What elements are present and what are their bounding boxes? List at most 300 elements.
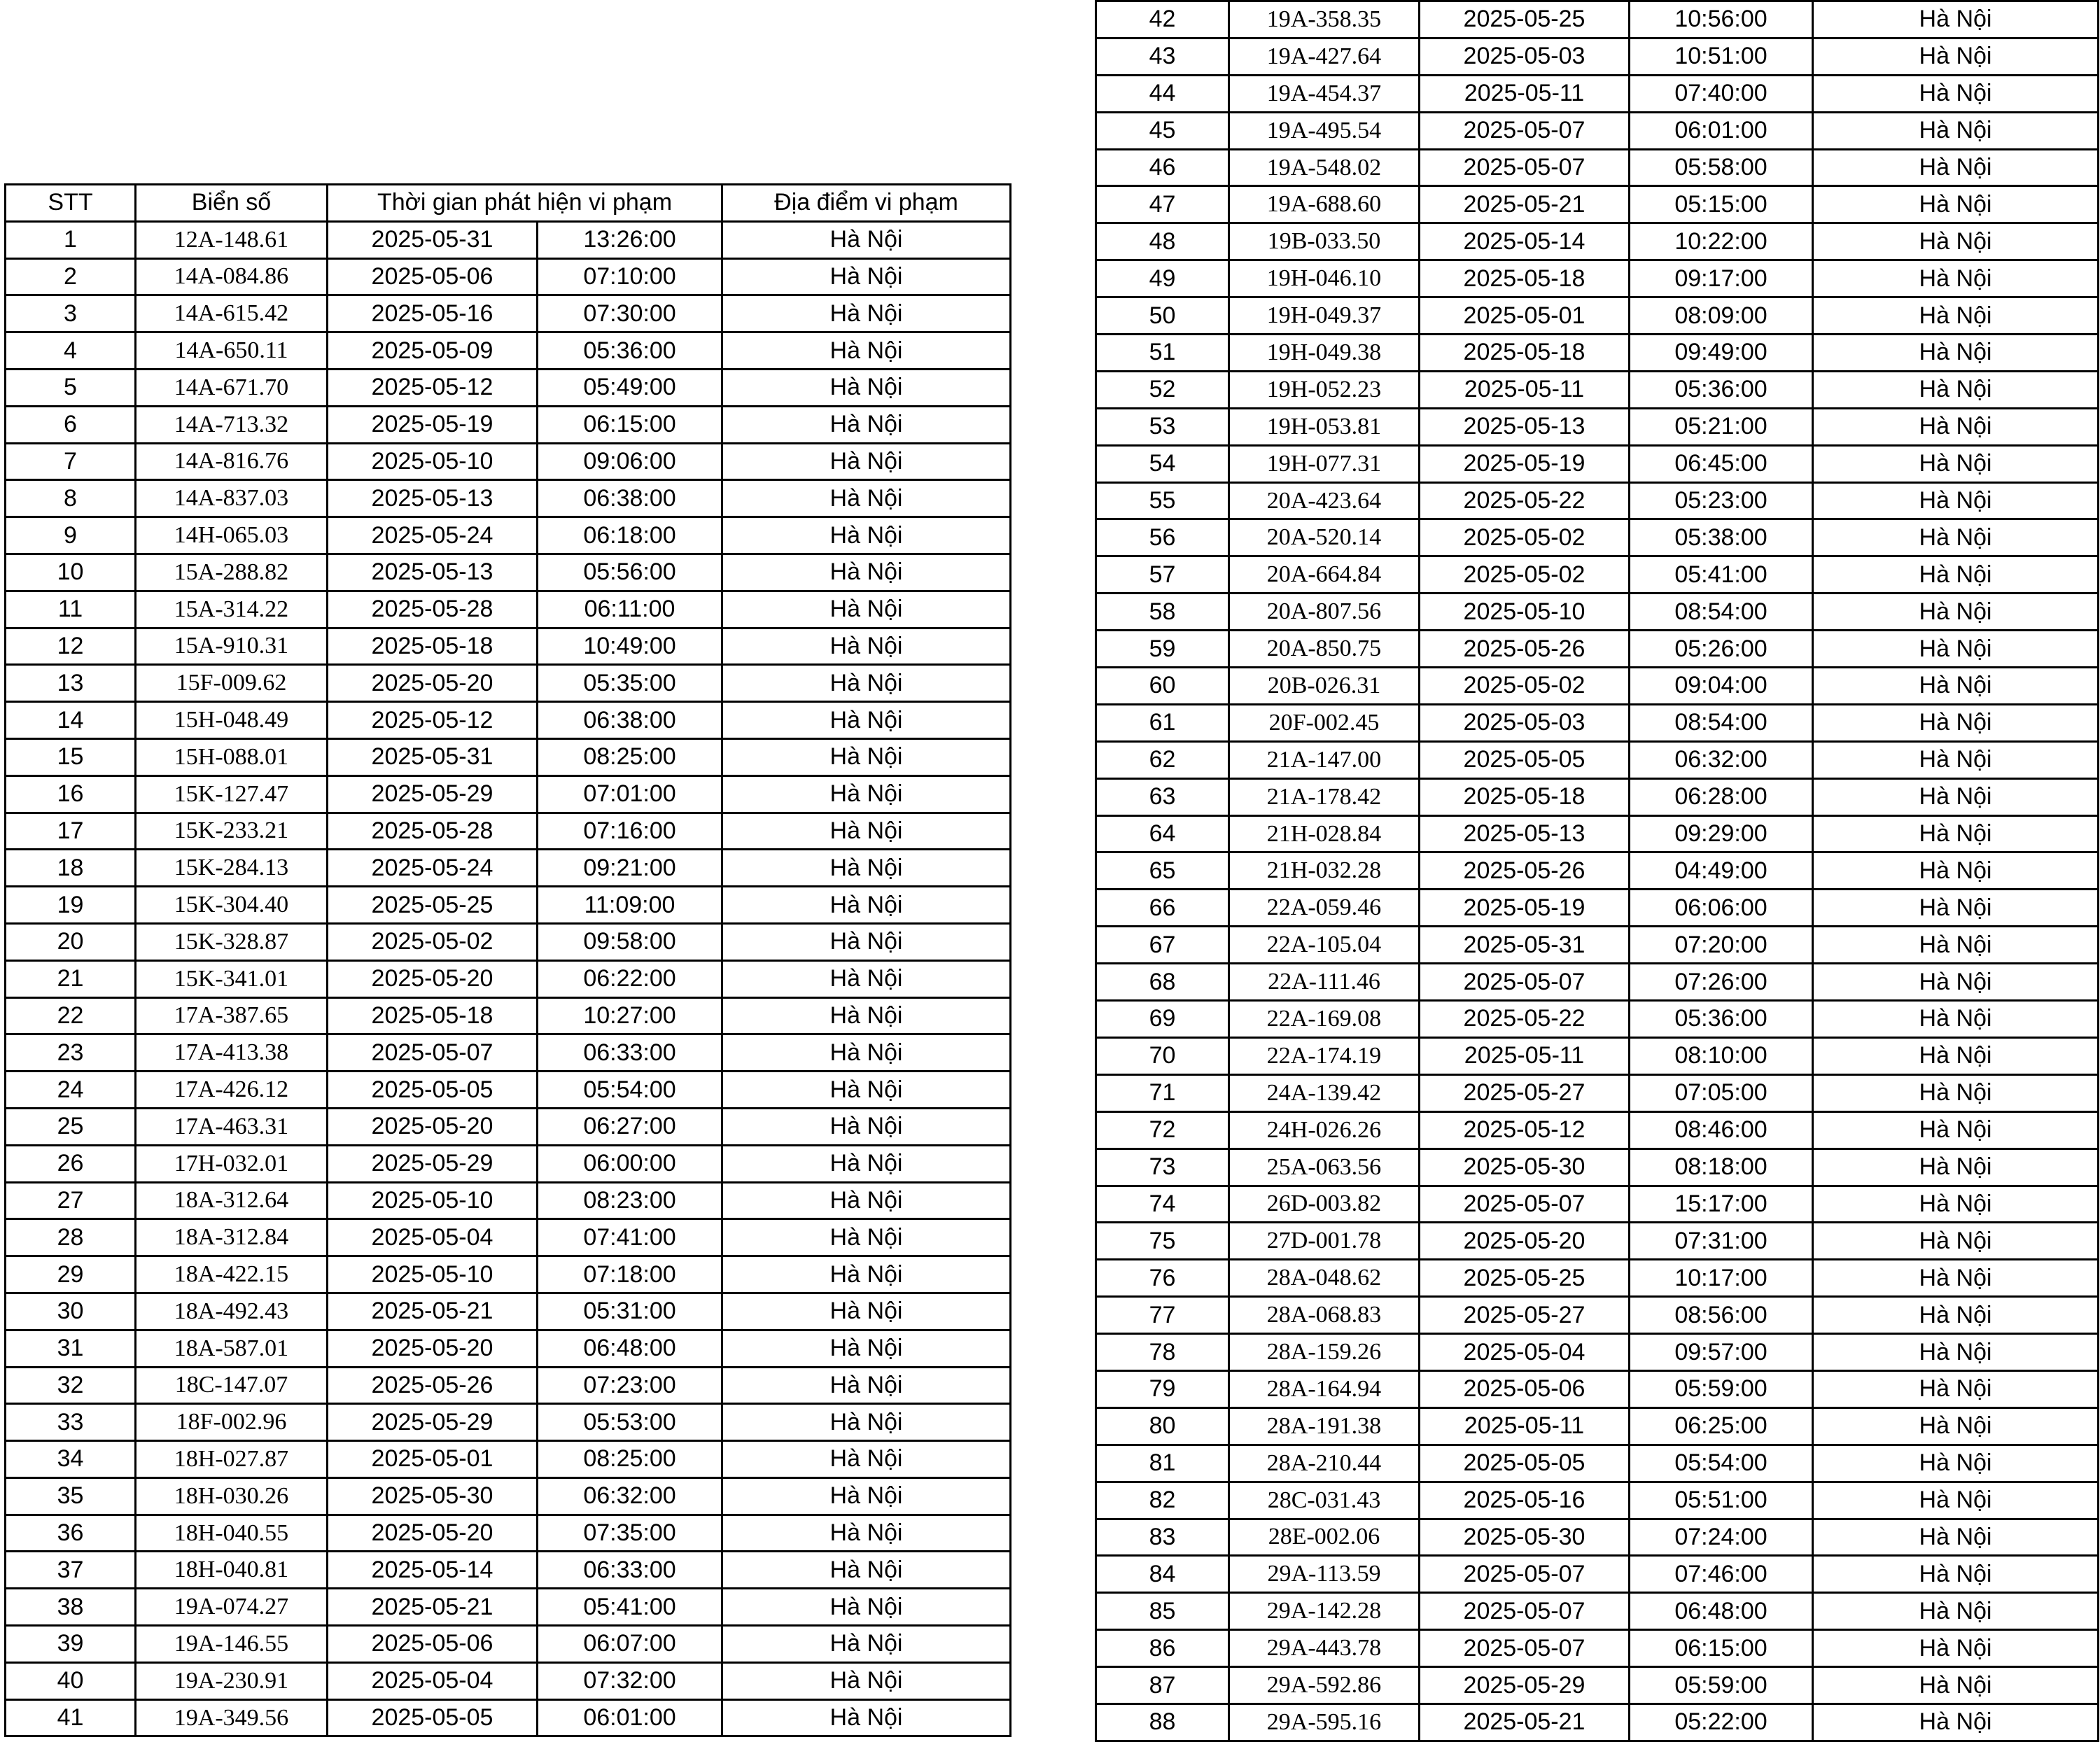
stt-cell: 68 bbox=[1096, 964, 1229, 1001]
time-cell: 05:26:00 bbox=[1630, 631, 1813, 668]
date-cell: 2025-05-20 bbox=[328, 1515, 538, 1552]
stt-cell: 47 bbox=[1096, 186, 1229, 223]
time-cell: 08:18:00 bbox=[1630, 1149, 1813, 1186]
time-cell: 05:54:00 bbox=[1630, 1445, 1813, 1482]
time-cell: 07:41:00 bbox=[538, 1219, 722, 1256]
plate-cell: 22A-111.46 bbox=[1229, 964, 1420, 1001]
place-cell: Hà Nội bbox=[722, 1182, 1011, 1219]
plate-cell: 14H-065.03 bbox=[136, 517, 328, 554]
stt-cell: 84 bbox=[1096, 1556, 1229, 1593]
place-cell: Hà Nội bbox=[722, 628, 1011, 665]
date-cell: 2025-05-20 bbox=[328, 1330, 538, 1367]
table-row bbox=[6, 1108, 1011, 1145]
place-cell: Hà Nội bbox=[722, 517, 1011, 554]
time-cell: 07:31:00 bbox=[1630, 1223, 1813, 1260]
table-row bbox=[6, 960, 1011, 997]
table-row bbox=[1096, 815, 2099, 852]
time-cell: 09:21:00 bbox=[538, 850, 722, 887]
time-cell: 09:29:00 bbox=[1630, 815, 1813, 852]
plate-cell: 14A-615.42 bbox=[136, 295, 328, 332]
plate-cell: 20A-664.84 bbox=[1229, 556, 1420, 593]
plate-cell: 19H-077.31 bbox=[1229, 445, 1420, 482]
date-cell: 2025-05-04 bbox=[328, 1662, 538, 1699]
date-cell: 2025-05-07 bbox=[1420, 149, 1630, 186]
plate-cell: 28A-210.44 bbox=[1229, 1445, 1420, 1482]
table-row bbox=[1096, 1297, 2099, 1334]
table-row bbox=[6, 295, 1011, 332]
place-cell: Hà Nội bbox=[1813, 964, 2099, 1001]
plate-cell: 15K-328.87 bbox=[136, 923, 328, 960]
date-cell: 2025-05-31 bbox=[1420, 927, 1630, 964]
table-row bbox=[1096, 668, 2099, 705]
time-cell: 09:58:00 bbox=[538, 923, 722, 960]
date-cell: 2025-05-18 bbox=[1420, 335, 1630, 372]
time-cell: 11:09:00 bbox=[538, 887, 722, 924]
place-cell: Hà Nội bbox=[722, 665, 1011, 702]
time-cell: 07:46:00 bbox=[1630, 1556, 1813, 1593]
plate-cell: 19A-358.35 bbox=[1229, 1, 1420, 38]
table-row bbox=[1096, 927, 2099, 964]
table-row bbox=[6, 1330, 1011, 1367]
place-cell: Hà Nội bbox=[722, 221, 1011, 258]
stt-cell: 20 bbox=[6, 923, 136, 960]
plate-cell: 24H-026.26 bbox=[1229, 1111, 1420, 1149]
table-row bbox=[6, 1441, 1011, 1478]
place-cell: Hà Nội bbox=[722, 295, 1011, 332]
stt-cell: 53 bbox=[1096, 408, 1229, 445]
stt-cell: 34 bbox=[6, 1441, 136, 1478]
date-cell: 2025-05-06 bbox=[328, 258, 538, 295]
date-cell: 2025-05-10 bbox=[328, 1256, 538, 1293]
place-cell: Hà Nội bbox=[722, 406, 1011, 443]
place-cell: Hà Nội bbox=[1813, 75, 2099, 112]
place-cell: Hà Nội bbox=[1813, 1037, 2099, 1074]
plate-cell: 15K-304.40 bbox=[136, 887, 328, 924]
date-cell: 2025-05-02 bbox=[328, 923, 538, 960]
stt-cell: 1 bbox=[6, 221, 136, 258]
table-row bbox=[6, 775, 1011, 813]
plate-cell: 14A-816.76 bbox=[136, 443, 328, 480]
date-cell: 2025-05-01 bbox=[1420, 297, 1630, 335]
date-cell: 2025-05-18 bbox=[1420, 260, 1630, 297]
date-cell: 2025-05-19 bbox=[328, 406, 538, 443]
time-cell: 06:07:00 bbox=[538, 1626, 722, 1663]
time-cell: 10:51:00 bbox=[1630, 38, 1813, 75]
plate-cell: 26D-003.82 bbox=[1229, 1186, 1420, 1223]
date-cell: 2025-05-26 bbox=[328, 1367, 538, 1404]
plate-cell: 20A-423.64 bbox=[1229, 482, 1420, 519]
stt-cell: 58 bbox=[1096, 593, 1229, 631]
time-cell: 08:54:00 bbox=[1630, 704, 1813, 741]
stt-cell: 57 bbox=[1096, 556, 1229, 593]
stt-cell: 18 bbox=[6, 850, 136, 887]
time-cell: 06:01:00 bbox=[1630, 112, 1813, 149]
place-cell: Hà Nội bbox=[722, 775, 1011, 813]
time-cell: 07:26:00 bbox=[1630, 964, 1813, 1001]
table-row bbox=[6, 332, 1011, 370]
date-cell: 2025-05-07 bbox=[1420, 964, 1630, 1001]
place-cell: Hà Nội bbox=[1813, 593, 2099, 631]
date-cell: 2025-05-28 bbox=[328, 813, 538, 850]
place-cell: Hà Nội bbox=[1813, 186, 2099, 223]
stt-cell: 80 bbox=[1096, 1407, 1229, 1445]
plate-cell: 19A-146.55 bbox=[136, 1626, 328, 1663]
place-cell: Hà Nội bbox=[1813, 1630, 2099, 1667]
stt-cell: 75 bbox=[1096, 1223, 1229, 1260]
table-row bbox=[6, 1219, 1011, 1256]
date-cell: 2025-05-14 bbox=[328, 1552, 538, 1589]
stt-cell: 48 bbox=[1096, 223, 1229, 260]
stt-cell: 14 bbox=[6, 702, 136, 739]
place-cell: Hà Nội bbox=[1813, 149, 2099, 186]
stt-cell: 55 bbox=[1096, 482, 1229, 519]
place-cell: Hà Nội bbox=[1813, 1370, 2099, 1407]
table-row bbox=[6, 258, 1011, 295]
time-cell: 06:06:00 bbox=[1630, 890, 1813, 927]
table-row bbox=[1096, 149, 2099, 186]
stt-cell: 59 bbox=[1096, 631, 1229, 668]
time-cell: 07:35:00 bbox=[538, 1515, 722, 1552]
plate-cell: 29A-592.86 bbox=[1229, 1667, 1420, 1704]
plate-cell: 15K-233.21 bbox=[136, 813, 328, 850]
plate-header: Biển số bbox=[136, 185, 328, 222]
stt-cell: 50 bbox=[1096, 297, 1229, 335]
table-row bbox=[1096, 1037, 2099, 1074]
stt-cell: 9 bbox=[6, 517, 136, 554]
place-cell: Hà Nội bbox=[722, 1552, 1011, 1589]
table-row bbox=[1096, 1519, 2099, 1556]
place-header: Địa điểm vi phạm bbox=[722, 185, 1011, 222]
table-row bbox=[1096, 260, 2099, 297]
date-cell: 2025-05-21 bbox=[1420, 186, 1630, 223]
stt-cell: 87 bbox=[1096, 1667, 1229, 1704]
table-row bbox=[6, 1256, 1011, 1293]
table-row bbox=[6, 813, 1011, 850]
time-cell: 05:31:00 bbox=[538, 1293, 722, 1330]
plate-cell: 15H-048.49 bbox=[136, 702, 328, 739]
table-row bbox=[1096, 445, 2099, 482]
place-cell: Hà Nội bbox=[722, 1145, 1011, 1182]
date-cell: 2025-05-07 bbox=[1420, 1556, 1630, 1593]
stt-cell: 35 bbox=[6, 1477, 136, 1515]
stt-cell: 5 bbox=[6, 369, 136, 406]
stt-cell: 17 bbox=[6, 813, 136, 850]
table-row bbox=[1096, 112, 2099, 149]
date-cell: 2025-05-25 bbox=[1420, 1, 1630, 38]
stt-cell: 82 bbox=[1096, 1482, 1229, 1519]
stt-cell: 32 bbox=[6, 1367, 136, 1404]
stt-cell: 38 bbox=[6, 1589, 136, 1626]
date-cell: 2025-05-16 bbox=[328, 295, 538, 332]
date-cell: 2025-05-22 bbox=[1420, 1001, 1630, 1038]
place-cell: Hà Nội bbox=[1813, 1223, 2099, 1260]
plate-cell: 15F-009.62 bbox=[136, 665, 328, 702]
table-row bbox=[1096, 223, 2099, 260]
stt-cell: 43 bbox=[1096, 38, 1229, 75]
time-cell: 06:32:00 bbox=[538, 1477, 722, 1515]
place-cell: Hà Nội bbox=[1813, 1186, 2099, 1223]
table-row bbox=[1096, 741, 2099, 778]
table-row bbox=[6, 887, 1011, 924]
place-cell: Hà Nội bbox=[1813, 1482, 2099, 1519]
date-cell: 2025-05-13 bbox=[1420, 815, 1630, 852]
table-row bbox=[6, 1626, 1011, 1663]
plate-cell: 21A-178.42 bbox=[1229, 778, 1420, 815]
place-cell: Hà Nội bbox=[1813, 112, 2099, 149]
time-cell: 07:23:00 bbox=[538, 1367, 722, 1404]
plate-cell: 21H-032.28 bbox=[1229, 852, 1420, 890]
date-cell: 2025-05-06 bbox=[1420, 1370, 1630, 1407]
plate-cell: 12A-148.61 bbox=[136, 221, 328, 258]
table-row bbox=[6, 1072, 1011, 1109]
time-cell: 07:05:00 bbox=[1630, 1074, 1813, 1111]
date-cell: 2025-05-05 bbox=[1420, 1445, 1630, 1482]
table-row bbox=[1096, 1593, 2099, 1630]
place-cell: Hà Nội bbox=[1813, 815, 2099, 852]
table-row bbox=[6, 1662, 1011, 1699]
plate-cell: 14A-650.11 bbox=[136, 332, 328, 370]
time-cell: 06:15:00 bbox=[538, 406, 722, 443]
table-row bbox=[1096, 778, 2099, 815]
table-row bbox=[6, 665, 1011, 702]
table-row bbox=[1096, 704, 2099, 741]
date-cell: 2025-05-10 bbox=[328, 443, 538, 480]
date-cell: 2025-05-20 bbox=[328, 960, 538, 997]
place-cell: Hà Nội bbox=[722, 332, 1011, 370]
table-row bbox=[6, 850, 1011, 887]
plate-cell: 15K-284.13 bbox=[136, 850, 328, 887]
stt-cell: 40 bbox=[6, 1662, 136, 1699]
stt-cell: 54 bbox=[1096, 445, 1229, 482]
stt-cell: 79 bbox=[1096, 1370, 1229, 1407]
place-cell: Hà Nội bbox=[722, 480, 1011, 517]
date-cell: 2025-05-19 bbox=[1420, 890, 1630, 927]
date-cell: 2025-05-26 bbox=[1420, 631, 1630, 668]
place-cell: Hà Nội bbox=[1813, 335, 2099, 372]
stt-cell: 46 bbox=[1096, 149, 1229, 186]
date-cell: 2025-05-11 bbox=[1420, 1037, 1630, 1074]
date-cell: 2025-05-12 bbox=[328, 702, 538, 739]
plate-cell: 28A-159.26 bbox=[1229, 1334, 1420, 1371]
place-cell: Hà Nội bbox=[1813, 1704, 2099, 1741]
plate-cell: 19A-495.54 bbox=[1229, 112, 1420, 149]
date-cell: 2025-05-21 bbox=[1420, 1704, 1630, 1741]
date-cell: 2025-05-29 bbox=[328, 1404, 538, 1441]
date-cell: 2025-05-10 bbox=[1420, 593, 1630, 631]
date-cell: 2025-05-25 bbox=[328, 887, 538, 924]
table-row bbox=[6, 554, 1011, 591]
plate-cell: 20A-520.14 bbox=[1229, 519, 1420, 556]
place-cell: Hà Nội bbox=[1813, 1001, 2099, 1038]
plate-cell: 14A-713.32 bbox=[136, 406, 328, 443]
place-cell: Hà Nội bbox=[722, 1072, 1011, 1109]
date-cell: 2025-05-01 bbox=[328, 1441, 538, 1478]
plate-cell: 24A-139.42 bbox=[1229, 1074, 1420, 1111]
time-cell: 06:01:00 bbox=[538, 1699, 722, 1736]
plate-cell: 17H-032.01 bbox=[136, 1145, 328, 1182]
time-cell: 09:04:00 bbox=[1630, 668, 1813, 705]
stt-cell: 45 bbox=[1096, 112, 1229, 149]
table-row bbox=[1096, 631, 2099, 668]
stt-cell: 85 bbox=[1096, 1593, 1229, 1630]
plate-cell: 20B-026.31 bbox=[1229, 668, 1420, 705]
date-cell: 2025-05-07 bbox=[1420, 1186, 1630, 1223]
table-row bbox=[1096, 1370, 2099, 1407]
place-cell: Hà Nội bbox=[722, 813, 1011, 850]
date-cell: 2025-05-27 bbox=[1420, 1074, 1630, 1111]
stt-header: STT bbox=[6, 185, 136, 222]
stt-cell: 28 bbox=[6, 1219, 136, 1256]
table-row bbox=[1096, 335, 2099, 372]
place-cell: Hà Nội bbox=[722, 1219, 1011, 1256]
place-cell: Hà Nội bbox=[1813, 445, 2099, 482]
violations-table-left bbox=[4, 183, 1011, 1737]
plate-cell: 19A-230.91 bbox=[136, 1662, 328, 1699]
table-row bbox=[6, 1367, 1011, 1404]
time-cell: 05:15:00 bbox=[1630, 186, 1813, 223]
table-row bbox=[1096, 1482, 2099, 1519]
time-cell: 07:40:00 bbox=[1630, 75, 1813, 112]
plate-cell: 15K-127.47 bbox=[136, 775, 328, 813]
table-row bbox=[1096, 1667, 2099, 1704]
table-row bbox=[1096, 852, 2099, 890]
time-cell: 06:28:00 bbox=[1630, 778, 1813, 815]
stt-cell: 60 bbox=[1096, 668, 1229, 705]
time-cell: 06:27:00 bbox=[538, 1108, 722, 1145]
time-header: Thời gian phát hiện vi phạm bbox=[328, 185, 722, 222]
stt-cell: 15 bbox=[6, 738, 136, 775]
date-cell: 2025-05-02 bbox=[1420, 556, 1630, 593]
plate-cell: 18A-587.01 bbox=[136, 1330, 328, 1367]
place-cell: Hà Nội bbox=[722, 1699, 1011, 1736]
stt-cell: 6 bbox=[6, 406, 136, 443]
time-cell: 05:51:00 bbox=[1630, 1482, 1813, 1519]
plate-cell: 18H-040.81 bbox=[136, 1552, 328, 1589]
time-cell: 06:22:00 bbox=[538, 960, 722, 997]
place-cell: Hà Nội bbox=[1813, 1149, 2099, 1186]
table-row bbox=[1096, 1, 2099, 38]
plate-cell: 21H-028.84 bbox=[1229, 815, 1420, 852]
stt-cell: 52 bbox=[1096, 371, 1229, 408]
time-cell: 08:23:00 bbox=[538, 1182, 722, 1219]
stt-cell: 41 bbox=[6, 1699, 136, 1736]
date-cell: 2025-05-24 bbox=[328, 517, 538, 554]
table-row bbox=[6, 443, 1011, 480]
table-row bbox=[1096, 1334, 2099, 1371]
plate-cell: 19H-046.10 bbox=[1229, 260, 1420, 297]
date-cell: 2025-05-02 bbox=[1420, 668, 1630, 705]
table-body-left bbox=[6, 221, 1011, 1736]
plate-cell: 15H-088.01 bbox=[136, 738, 328, 775]
stt-cell: 19 bbox=[6, 887, 136, 924]
date-cell: 2025-05-18 bbox=[328, 628, 538, 665]
date-cell: 2025-05-20 bbox=[1420, 1223, 1630, 1260]
place-cell: Hà Nội bbox=[1813, 1593, 2099, 1630]
stt-cell: 7 bbox=[6, 443, 136, 480]
time-cell: 05:58:00 bbox=[1630, 149, 1813, 186]
plate-cell: 29A-443.78 bbox=[1229, 1630, 1420, 1667]
stt-cell: 30 bbox=[6, 1293, 136, 1330]
stt-cell: 24 bbox=[6, 1072, 136, 1109]
plate-cell: 18A-312.64 bbox=[136, 1182, 328, 1219]
time-cell: 06:15:00 bbox=[1630, 1630, 1813, 1667]
time-cell: 10:22:00 bbox=[1630, 223, 1813, 260]
table-row bbox=[6, 1404, 1011, 1441]
date-cell: 2025-05-13 bbox=[328, 554, 538, 591]
stt-cell: 42 bbox=[1096, 1, 1229, 38]
plate-cell: 17A-413.38 bbox=[136, 1034, 328, 1072]
date-cell: 2025-05-25 bbox=[1420, 1260, 1630, 1297]
table-row bbox=[1096, 593, 2099, 631]
place-cell: Hà Nội bbox=[722, 591, 1011, 628]
table-row bbox=[1096, 408, 2099, 445]
date-cell: 2025-05-09 bbox=[328, 332, 538, 370]
stt-cell: 65 bbox=[1096, 852, 1229, 890]
date-cell: 2025-05-12 bbox=[1420, 1111, 1630, 1149]
table-row bbox=[6, 1515, 1011, 1552]
stt-cell: 22 bbox=[6, 997, 136, 1034]
date-cell: 2025-05-11 bbox=[1420, 371, 1630, 408]
plate-cell: 22A-169.08 bbox=[1229, 1001, 1420, 1038]
plate-cell: 14A-084.86 bbox=[136, 258, 328, 295]
stt-cell: 76 bbox=[1096, 1260, 1229, 1297]
date-cell: 2025-05-07 bbox=[1420, 1630, 1630, 1667]
place-cell: Hà Nội bbox=[722, 1034, 1011, 1072]
stt-cell: 31 bbox=[6, 1330, 136, 1367]
place-cell: Hà Nội bbox=[722, 1404, 1011, 1441]
place-cell: Hà Nội bbox=[1813, 631, 2099, 668]
time-cell: 06:45:00 bbox=[1630, 445, 1813, 482]
table-row bbox=[6, 480, 1011, 517]
table-row bbox=[1096, 1407, 2099, 1445]
place-cell: Hà Nội bbox=[722, 850, 1011, 887]
plate-cell: 29A-142.28 bbox=[1229, 1593, 1420, 1630]
stt-cell: 10 bbox=[6, 554, 136, 591]
stt-cell: 72 bbox=[1096, 1111, 1229, 1149]
place-cell: Hà Nội bbox=[722, 443, 1011, 480]
table-row bbox=[6, 997, 1011, 1034]
time-cell: 04:49:00 bbox=[1630, 852, 1813, 890]
plate-cell: 18H-027.87 bbox=[136, 1441, 328, 1478]
place-cell: Hà Nội bbox=[1813, 1297, 2099, 1334]
violations-table-right bbox=[1095, 0, 2099, 1742]
date-cell: 2025-05-18 bbox=[1420, 778, 1630, 815]
time-cell: 10:27:00 bbox=[538, 997, 722, 1034]
stt-cell: 51 bbox=[1096, 335, 1229, 372]
place-cell: Hà Nội bbox=[1813, 704, 2099, 741]
date-cell: 2025-05-24 bbox=[328, 850, 538, 887]
table-row bbox=[1096, 1001, 2099, 1038]
time-cell: 05:56:00 bbox=[538, 554, 722, 591]
date-cell: 2025-05-04 bbox=[1420, 1334, 1630, 1371]
place-cell: Hà Nội bbox=[1813, 890, 2099, 927]
place-cell: Hà Nội bbox=[722, 258, 1011, 295]
date-cell: 2025-05-30 bbox=[328, 1477, 538, 1515]
plate-cell: 15K-341.01 bbox=[136, 960, 328, 997]
time-cell: 09:57:00 bbox=[1630, 1334, 1813, 1371]
table-row bbox=[6, 1699, 1011, 1736]
stt-cell: 71 bbox=[1096, 1074, 1229, 1111]
place-cell: Hà Nội bbox=[1813, 1074, 2099, 1111]
stt-cell: 37 bbox=[6, 1552, 136, 1589]
time-cell: 06:11:00 bbox=[538, 591, 722, 628]
plate-cell: 14A-671.70 bbox=[136, 369, 328, 406]
time-cell: 05:22:00 bbox=[1630, 1704, 1813, 1741]
time-cell: 08:09:00 bbox=[1630, 297, 1813, 335]
time-cell: 06:38:00 bbox=[538, 702, 722, 739]
plate-cell: 29A-113.59 bbox=[1229, 1556, 1420, 1593]
plate-cell: 20A-807.56 bbox=[1229, 593, 1420, 631]
